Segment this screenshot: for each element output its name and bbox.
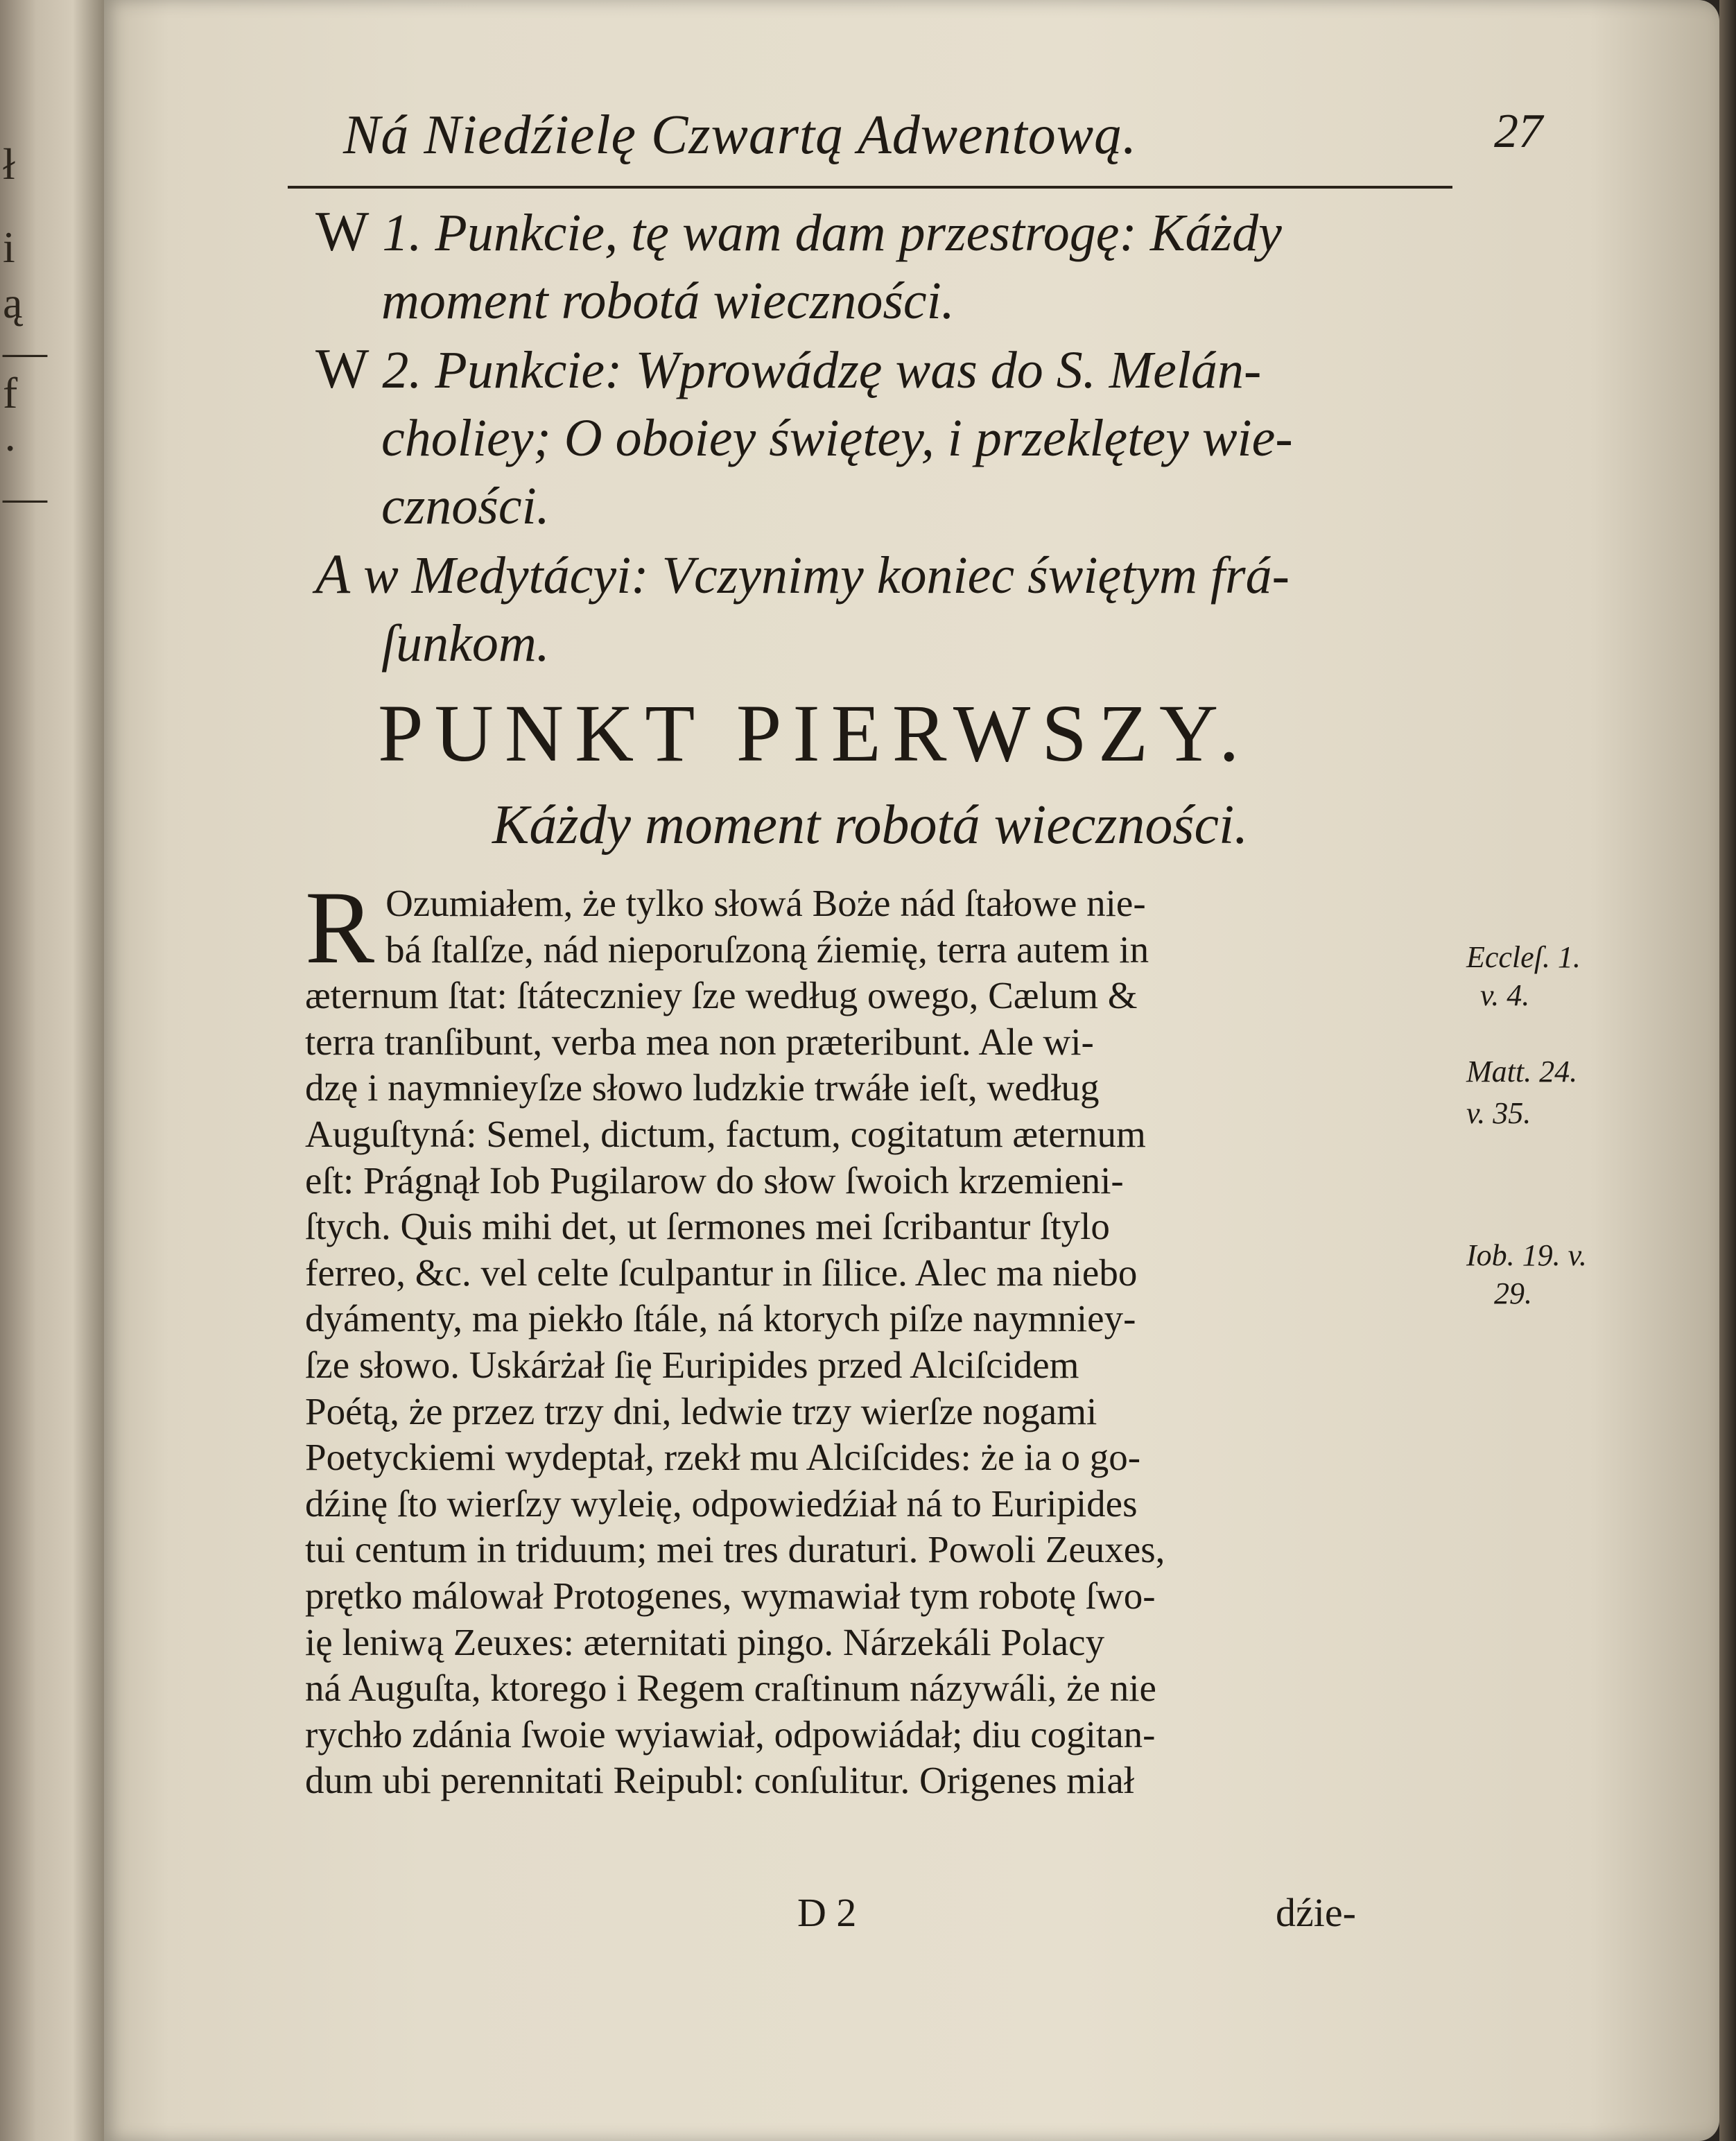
- body-line: eſt: Prágnął Iob Pugilarow do słow ſwoich krzemieni-: [305, 1159, 1124, 1202]
- body-line: tui centum in triduum; mei tres duraturi. Powoli Zeuxes,: [305, 1528, 1165, 1571]
- margin-note: v. 4.: [1480, 978, 1530, 1012]
- body-line: rychło zdánia ſwoie wyiawiał, odpowiádał; diu cogitan-: [305, 1713, 1156, 1756]
- left-page-fragment: ł: [3, 139, 15, 189]
- summary-line: [315, 335, 1452, 404]
- summary-text: moment robotá wieczności.: [381, 272, 955, 330]
- left-page-edge: [0, 0, 104, 2141]
- summary-line: [315, 404, 1452, 472]
- body-line: Poetyckiemi wydeptał, rzekł mu Alciſcides: że ia o go-: [305, 1436, 1141, 1479]
- left-page-fragment: i: [3, 223, 15, 272]
- margin-note: Eccleſ. 1.: [1466, 940, 1581, 974]
- section-heading: PUNKT PIERWSZY.: [378, 688, 1251, 779]
- body-line: dum ubi perennitati Reipubl: conſulitur. Origenes miał: [305, 1759, 1135, 1802]
- summary-line: [315, 267, 1452, 335]
- body-line: terra tranſibunt, verba mea non præteribunt. Ale wi-: [305, 1020, 1094, 1063]
- running-title: Ná Niedźielę Czwartą Adwentową.: [343, 105, 1138, 166]
- summary-text: ſunkom.: [381, 614, 550, 673]
- summary-text: w Medytácyi: Vczynimy koniec świętym frá-: [350, 546, 1290, 605]
- margin-note: Iob. 19. v.: [1466, 1238, 1587, 1272]
- summary-line: [315, 472, 1452, 540]
- margin-note: v. 35.: [1466, 1096, 1531, 1130]
- body-line: æternum ſtat: ſtáteczniey ſze według owego, Cælum &: [305, 974, 1138, 1017]
- book-page: [104, 0, 1719, 2141]
- sermon-summary: [315, 198, 1452, 677]
- left-page-fragment: —: [3, 472, 47, 521]
- body-line: bá ſtalſze, nád nieporuſzoną źiemię, terra autem in: [385, 928, 1149, 971]
- summary-text: choliey; O oboiey świętey, i przeklętey wie-: [381, 409, 1293, 467]
- body-line: Poétą, że przez trzy dni, ledwie trzy wierſze nogami: [305, 1389, 1097, 1432]
- body-line: ná Auguſta, ktorego i Regem craſtinum názywáli, że nie: [305, 1667, 1156, 1710]
- body-line: ſtych. Quis mihi det, ut ſermones mei ſcribantur ſtylo: [305, 1205, 1110, 1248]
- summary-line: [315, 609, 1452, 677]
- header-rule: [288, 186, 1452, 189]
- summary-line: [315, 198, 1452, 267]
- body-line: ſze słowo. Uskárżał ſię Euripides przed Alciſcidem: [305, 1343, 1079, 1386]
- left-page-fragment: ą: [3, 278, 23, 327]
- summary-lead: W: [315, 337, 370, 400]
- summary-text: 2. Punkcie: Wprowádzę was do S. Melán-: [369, 341, 1262, 399]
- left-page-fragment: ·: [3, 424, 18, 473]
- summary-lead: A: [315, 542, 351, 605]
- body-line: ferreo, &c. vel celte ſculpantur in ſilice. Alec ma niebo: [305, 1251, 1138, 1294]
- sermon-body: [305, 870, 1456, 1804]
- body-line: Auguſtyná: Semel, dictum, factum, cogitatum æternum: [305, 1112, 1146, 1155]
- body-line: Ozumiałem, że tylko słowá Boże nád ſtałowe nie-: [385, 882, 1146, 924]
- section-subheading: Káżdy moment robotá wieczności.: [492, 795, 1249, 856]
- summary-lead: W: [315, 200, 370, 263]
- left-page-fragment: —: [3, 327, 47, 376]
- summary-text: czności.: [381, 477, 550, 535]
- summary-text: 1. Punkcie, tę wam dam przestrogę: Káżdy: [369, 204, 1282, 262]
- running-head: [343, 104, 1543, 180]
- signature-mark: D 2: [797, 1890, 857, 1935]
- body-line: dźinę ſto wierſzy wyleię, odpowiedźiał ná to Euripides: [305, 1482, 1138, 1525]
- drop-cap: R: [305, 870, 375, 985]
- summary-line: [315, 540, 1452, 609]
- body-line: ię leniwą Zeuxes: æternitati pingo. Nárzekáli Polacy: [305, 1620, 1105, 1663]
- page-number: 27: [1494, 105, 1543, 158]
- margin-note: Matt. 24.: [1466, 1055, 1578, 1089]
- left-page-fragment: f: [3, 368, 18, 417]
- body-line: prętko málował Protogenes, wymawiał tym robotę ſwo-: [305, 1574, 1156, 1617]
- page-edge-shadow: [1719, 0, 1736, 2141]
- margin-note: 29.: [1494, 1276, 1532, 1310]
- body-line: dyámenty, ma piekło ſtále, ná ktorych piſze naymniey-: [305, 1297, 1136, 1340]
- body-line: dzę i naymnieyſze słowo ludzkie trwáłe ieſt, według: [305, 1066, 1100, 1109]
- catchword: dźie-: [1276, 1890, 1356, 1935]
